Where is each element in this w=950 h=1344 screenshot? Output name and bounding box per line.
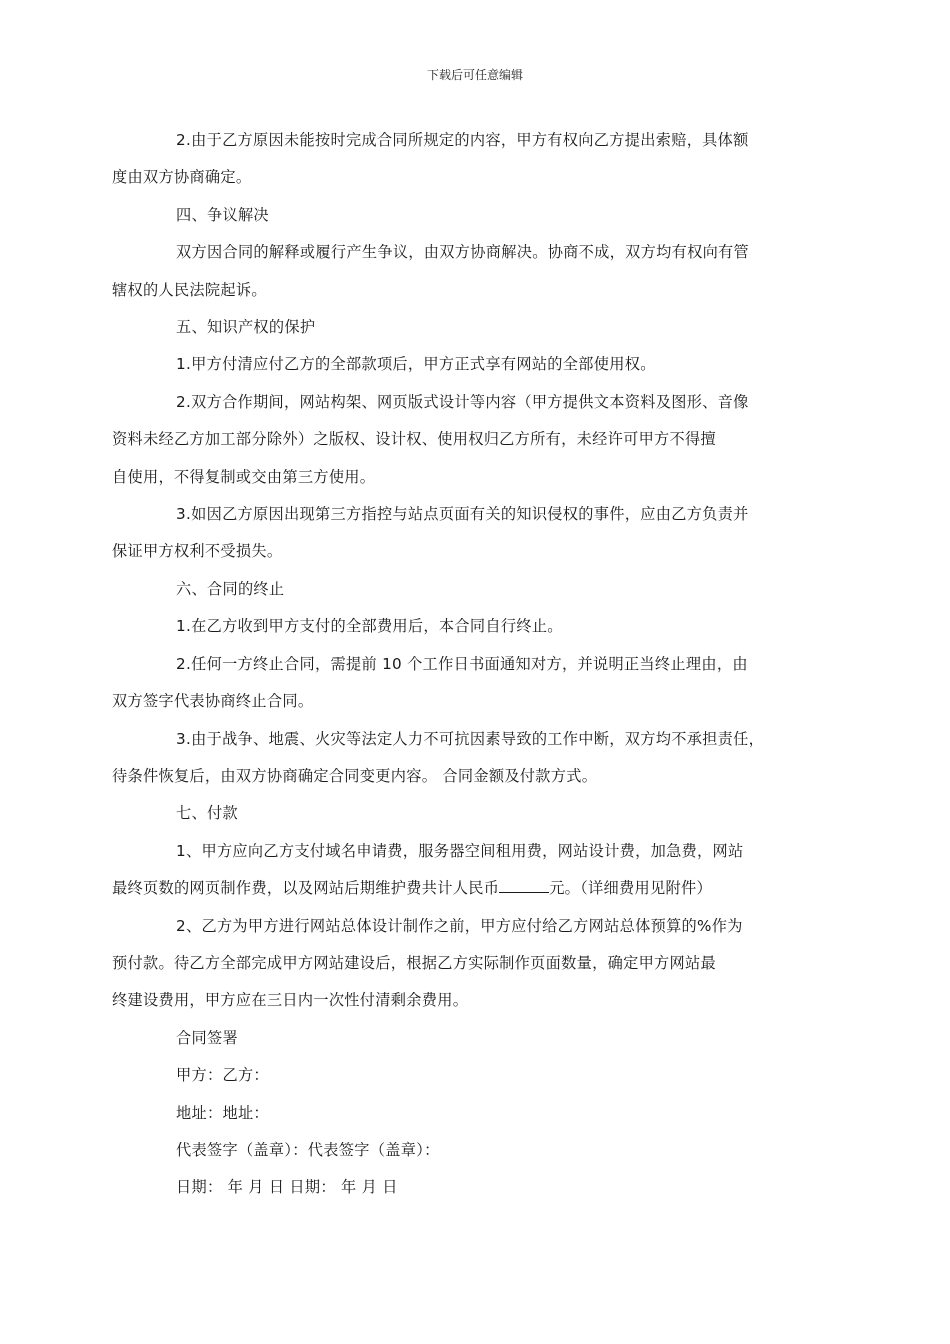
text-fragment: 元。（详细费用见附件） bbox=[549, 879, 712, 898]
text-line: 自使用，不得复制或交由第三方使用。 bbox=[112, 467, 376, 486]
text-line: 度由双方协商确定。 bbox=[112, 168, 252, 187]
section-heading: 五、知识产权的保护 bbox=[176, 318, 316, 337]
text-line: 2、乙方为甲方进行网站总体设计制作之前，甲方应付给乙方网站总体预算的%作为 bbox=[176, 916, 743, 935]
clause-dispute bbox=[112, 234, 808, 309]
text-line: 2.任何一方终止合同，需提前 10 个工作日书面通知对方，并说明正当终止理由，由 bbox=[176, 654, 748, 673]
text-line: 2.由于乙方原因未能按时完成合同所规定的内容，甲方有权向乙方提出索赔，具体额 bbox=[176, 131, 749, 149]
section-heading-payment bbox=[144, 795, 808, 832]
text-line: 3.如因乙方原因出现第三方指控与站点页面有关的知识侵权的事件，应由乙方负责并 bbox=[176, 505, 749, 524]
clause-payment-2 bbox=[112, 908, 808, 1020]
text-line: 待条件恢复后，由双方协商确定合同变更内容。 合同金额及付款方式。 bbox=[112, 766, 598, 785]
clause-payment-1 bbox=[112, 833, 808, 908]
clause-ip-1 bbox=[144, 346, 808, 383]
text-line: 辖权的人民法院起诉。 bbox=[112, 280, 267, 299]
text-line: 保证甲方权利不受损失。 bbox=[112, 542, 283, 561]
section-heading-dispute bbox=[144, 197, 808, 234]
text-line: 双方签字代表协商终止合同。 bbox=[112, 692, 314, 711]
text-line: 地址：地址： bbox=[176, 1103, 269, 1122]
signing-representative bbox=[144, 1132, 808, 1169]
text-line: 3.由于战争、地震、火灾等法定人力不可抗因素导致的工作中断，双方均不承担责任， bbox=[176, 729, 765, 748]
text-line: 终建设费用，甲方应在三日内一次性付清剩余费用。 bbox=[112, 991, 469, 1010]
text-line: 1.在乙方收到甲方支付的全部费用后，本合同自行终止。 bbox=[176, 617, 563, 636]
text-line-with-blank bbox=[112, 870, 808, 907]
section-heading: 七、付款 bbox=[176, 804, 238, 823]
signing-address bbox=[144, 1095, 808, 1132]
signing-date bbox=[144, 1169, 808, 1206]
clause-ip-3 bbox=[112, 496, 808, 571]
text-line: 双方因合同的解释或履行产生争议，由双方协商解决。协商不成，双方均有权向有管 bbox=[176, 243, 750, 262]
clause-termination-1 bbox=[144, 608, 808, 645]
clause-ip-2 bbox=[112, 384, 808, 496]
clause-termination-3 bbox=[112, 721, 808, 796]
page-header: 下载后可任意编辑 bbox=[426, 68, 523, 82]
text-line: 代表签字（盖章）：代表签字（盖章）： bbox=[176, 1140, 440, 1159]
clause-termination-2 bbox=[112, 646, 808, 721]
document-body bbox=[112, 122, 808, 1207]
clause-3-2 bbox=[112, 122, 808, 197]
text-fragment: 最终页数的网页制作费，以及网站后期维护费共计人民币 bbox=[112, 879, 500, 898]
text-line: 1、甲方应向乙方支付域名申请费，服务器空间租用费，网站设计费，加急费，网站 bbox=[176, 841, 744, 860]
section-heading: 六、合同的终止 bbox=[176, 579, 285, 598]
signing-heading bbox=[144, 1020, 808, 1057]
text-line: 资料未经乙方加工部分除外）之版权、设计权、使用权归乙方所有，未经许可甲方不得擅 bbox=[112, 430, 717, 449]
text-line: 1.甲方付清应付乙方的全部款项后，甲方正式享有网站的全部使用权。 bbox=[176, 355, 656, 374]
text-line: 2.双方合作期间，网站构架、网页版式设计等内容（甲方提供文本资料及图形、音像 bbox=[176, 392, 749, 411]
text-line: 日期： 年 月 日 日期： 年 月 日 bbox=[176, 1178, 398, 1197]
text-line: 甲方：乙方： bbox=[176, 1066, 269, 1085]
section-heading-ip bbox=[144, 309, 808, 346]
section-heading: 四、争议解决 bbox=[176, 205, 269, 224]
signing-parties bbox=[144, 1057, 808, 1094]
text-line: 预付款。待乙方全部完成甲方网站建设后，根据乙方实际制作页面数量，确定甲方网站最 bbox=[112, 953, 717, 972]
amount-blank bbox=[499, 878, 549, 893]
section-heading-termination bbox=[144, 571, 808, 608]
section-heading: 合同签署 bbox=[176, 1028, 238, 1047]
